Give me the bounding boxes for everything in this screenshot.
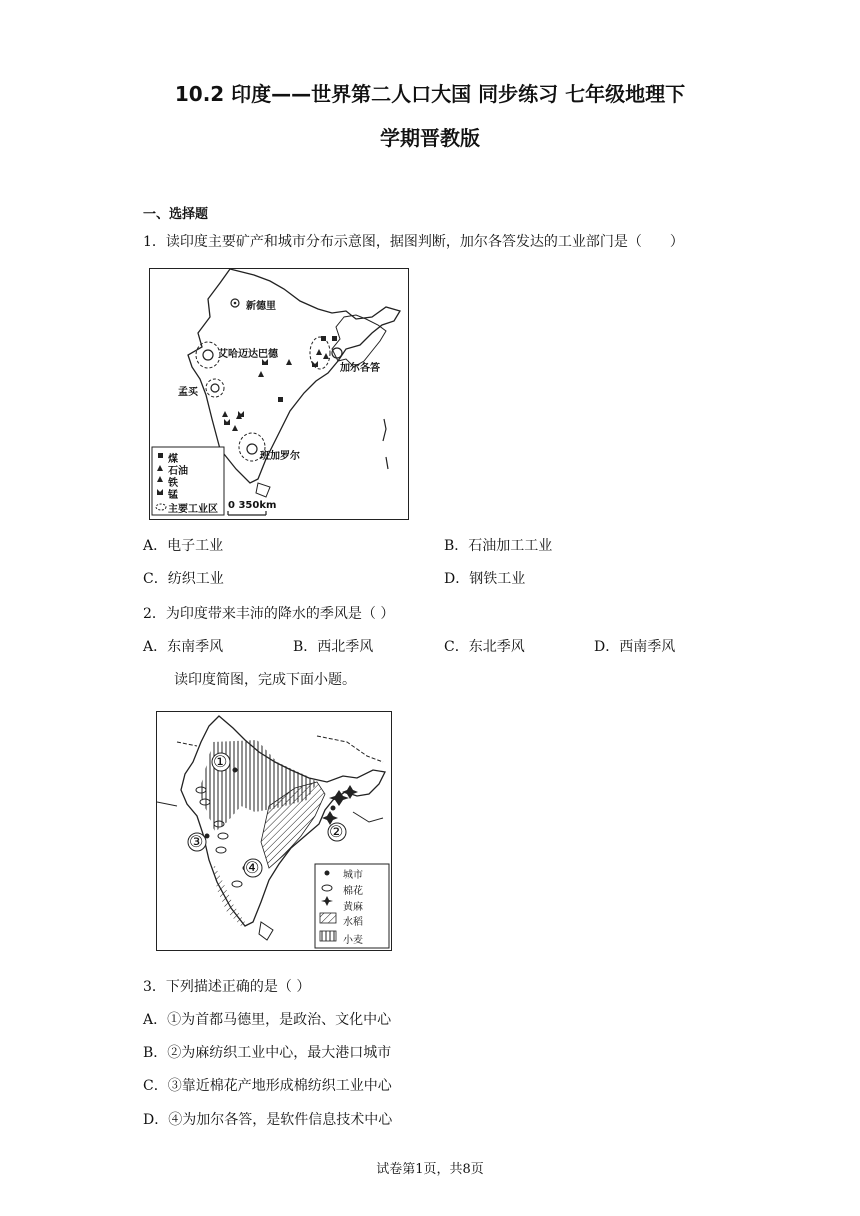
map-scale: 0 350km (228, 500, 277, 511)
question-2-option-c: C．东北季风 (444, 639, 525, 655)
reading-intro: 读印度简图，完成下面小题。 (174, 672, 356, 688)
question-3-option-c: C．③靠近棉花产地形成棉纺织工业中心 (143, 1078, 392, 1094)
question-2-stem: 2．为印度带来丰沛的降水的季风是（ ） (143, 606, 395, 622)
map-label-new-delhi: 新德里 (246, 301, 276, 312)
page-title-line1: 10.2 印度——世界第二人口大国 同步练习 七年级地理下 (174, 82, 686, 106)
marker-2: ② (329, 822, 344, 841)
question-1-option-b: B．石油加工工业 (444, 538, 553, 554)
map-label-kolkata: 加尔各答 (340, 363, 380, 374)
question-3-option-b: B．②为麻纺织工业中心，最大港口城市 (143, 1045, 392, 1061)
question-1-stem: 1．读印度主要矿产和城市分布示意图，据图判断，加尔各答发达的工业部门是（ ） (143, 234, 684, 250)
question-1-option-d: D．钢铁工业 (444, 571, 526, 587)
question-3-option-d: D．④为加尔各答，是软件信息技术中心 (143, 1112, 393, 1128)
legend-industrial-zone: 主要工业区 (168, 504, 218, 515)
question-2-option-b: B．西北季风 (293, 639, 374, 655)
map-label-mumbai: 孟买 (178, 387, 198, 398)
marker-3: ③ (189, 832, 204, 851)
legend-coal: 煤 (168, 454, 178, 465)
map-label-bangalore: 班加罗尔 (260, 451, 300, 462)
question-1-option-a: A．电子工业 (143, 538, 224, 554)
map-label-ahmedabad: 艾哈迈达巴德 (218, 349, 278, 360)
page-footer: 试卷第1页，共8页 (376, 1162, 484, 1177)
legend-oil: 石油 (168, 466, 188, 477)
question-2-option-d: D．西南季风 (594, 639, 676, 655)
legend-jute: 黄麻 (343, 902, 363, 913)
india-minerals-map (149, 268, 409, 520)
question-2-option-a: A．东南季风 (143, 639, 224, 655)
legend-wheat: 小麦 (343, 935, 363, 946)
page-title-line2: 学期晋教版 (380, 126, 480, 150)
marker-1: ① (213, 752, 228, 771)
legend-iron: 铁 (168, 478, 178, 489)
question-3-option-a: A．①为首都马德里，是政治、文化中心 (143, 1012, 392, 1028)
question-3-stem: 3．下列描述正确的是（ ） (143, 979, 311, 995)
legend-city: 城市 (343, 870, 363, 881)
question-1-option-c: C．纺织工业 (143, 571, 224, 587)
section-heading: 一、选择题 (143, 207, 209, 222)
marker-4: ④ (245, 858, 260, 877)
legend-cotton: 棉花 (343, 886, 363, 897)
legend-manganese: 锰 (168, 490, 178, 501)
legend-rice: 水稻 (343, 917, 363, 928)
india-agriculture-map (156, 711, 392, 951)
